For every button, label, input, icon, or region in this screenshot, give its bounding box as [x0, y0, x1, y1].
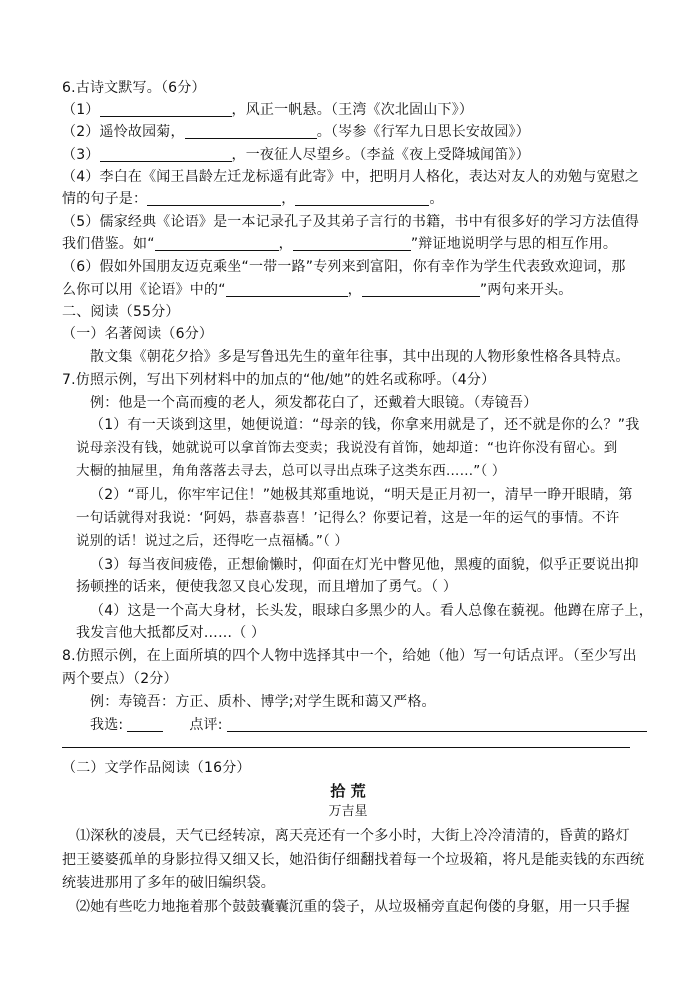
answer-blank[interactable] [155, 236, 279, 251]
comment-blank[interactable] [227, 717, 647, 732]
q7-example: 例：他是一个高而瘦的老人，须发都花白了，还戴着大眼镜。（寿镜吾） [90, 395, 538, 411]
story-para-1-line-2: 把王婆婆孤单的身影拉得又细又长，她沿街仔细翻找着每一个垃圾箱，将凡是能卖钱的东西统 [62, 852, 645, 868]
story-author: 万吉星 [328, 804, 368, 819]
passage-1-line-3: 大橱的抽屉里，角角落落去寻去，总可以寻出点珠子这类东西……”（ ） [76, 463, 506, 479]
q6-line-1: （1） ，风正一帆悬。（王湾《次北固山下》） [62, 102, 474, 118]
q8-example: 例：寿镜吾：方正、质朴、博学;对学生既和蔼又严格。 [90, 694, 436, 710]
q8-heading-line-1: 8.仿照示例，在上面所填的四个人物中选择其中一个，给她（他）写一句话点评。（至少写出 [62, 648, 637, 664]
q6-line-3: （3） ，一夜征人尽望乡。（李益《夜上受降城闻笛》） [62, 147, 530, 163]
comment-label: 点评: [189, 717, 223, 733]
q6-line-5: 情的句子是： ， 。 [62, 191, 444, 207]
choice-blank[interactable] [127, 717, 163, 732]
q8-heading-line-2: 两个要点）（2分） [62, 671, 178, 687]
passage-2-line-2: 一句话就得对我说：‘阿妈，恭喜恭喜！’记得么？你要记着，这是一年的运气的事情。不许 [76, 510, 620, 526]
passage-3-line-1: （3）每当夜间疲倦，正想偷懒时，仰面在灯光中瞥见他，黑瘦的面貌，似乎正要说出抑 [90, 557, 639, 573]
story-para-2-line-1: ⑵她有些吃力地拖着那个鼓鼓囊囊沉重的袋子，从垃圾桶旁直起佝偻的身躯，用一只手握 [76, 899, 630, 915]
passage-2-line-1: （2）“哥儿，你牢牢记住！”她极其郑重地说，“明天是正月初一，清早一睁开眼睛，第 [90, 487, 633, 503]
q6-line-6: （5）儒家经典《论语》是一本记录孔子及其弟子言行的书籍，书中有很多好的学习方法值得 [62, 214, 640, 230]
passage-4-line-1: （4）这是一个高大身材，长头发，眼球白多黑少的人。看人总像在藐视。他蹲在席子上， [90, 603, 653, 619]
q6-line-7: 我们借鉴。如“ ， ”辩证地说明学与思的相互作用。 [62, 236, 618, 252]
story-para-1-line-1: ⑴深秋的凌晨，天气已经转凉，离天亮还有一个多小时，大街上冷冷清清的，昏黄的路灯 [76, 828, 630, 844]
answer-blank[interactable] [100, 102, 232, 117]
classics-intro: 散文集《朝花夕拾》多是写鲁迅先生的童年往事，其中出现的人物形象性格各具特点。 [90, 349, 630, 365]
answer-blank[interactable] [100, 147, 232, 162]
passage-4-line-2: 我发言他大抵都反对……（ ） [76, 625, 266, 641]
answer-blank[interactable] [226, 282, 348, 297]
answer-blank[interactable] [295, 191, 429, 206]
choose-label: 我选: [90, 717, 124, 733]
q6-heading: 6.古诗文默写。（6分） [62, 80, 206, 96]
passage-1-line-1: （1）有一天谈到这里，她便说道：“母亲的钱，你拿来用就是了，还不就是你的么？”我 [90, 417, 640, 433]
literary-subheading: （二）文学作品阅读（16分） [62, 760, 251, 776]
story-para-1-line-3: 统装进那用了多年的破旧编织袋。 [62, 875, 275, 891]
q7-heading: 7.仿照示例，写出下列材料中的加点的“他/她”的姓名或称呼。（4分） [62, 372, 496, 388]
classics-subheading: （一）名著阅读（6分） [62, 326, 214, 342]
q6-line-2: （2）遥怜故园菊， 。（岑参《行军九日思长安故园》） [62, 124, 530, 140]
q6-line-9: 么你可以用《论语》中的“ ， ”两句来开头。 [62, 282, 573, 298]
story-title: 拾 荒 [330, 782, 366, 800]
reading-heading: 二、阅读（55分） [62, 304, 180, 320]
passage-2-line-3: 说别的话！说过之后，还得吃一点福橘。”（ ） [76, 533, 349, 549]
answer-blank[interactable] [362, 282, 480, 297]
answer-blank[interactable] [147, 191, 281, 206]
passage-1-line-2: 说母亲没有钱，她就说可以拿首饰去变卖；我说没有首饰，她却道：“也许你没有留心。到 [76, 440, 618, 456]
q6-line-4: （4）李白在《闻王昌龄左迁龙标遥有此寄》中，把明月人格化，表达对友人的劝勉与宽慰之 [62, 169, 640, 185]
passage-3-line-2: 扬顿挫的话来，便使我忽又良心发现，而且增加了勇气。（ ） [76, 579, 458, 595]
answer-blank[interactable] [293, 236, 411, 251]
section-divider [62, 747, 630, 748]
answer-blank[interactable] [185, 124, 317, 139]
q8-answer-line [90, 715, 642, 735]
q6-line-8: （6）假如外国朋友迈克乘坐“一带一路”专列来到富阳，你有幸作为学生代表致欢迎词，那 [62, 259, 626, 275]
